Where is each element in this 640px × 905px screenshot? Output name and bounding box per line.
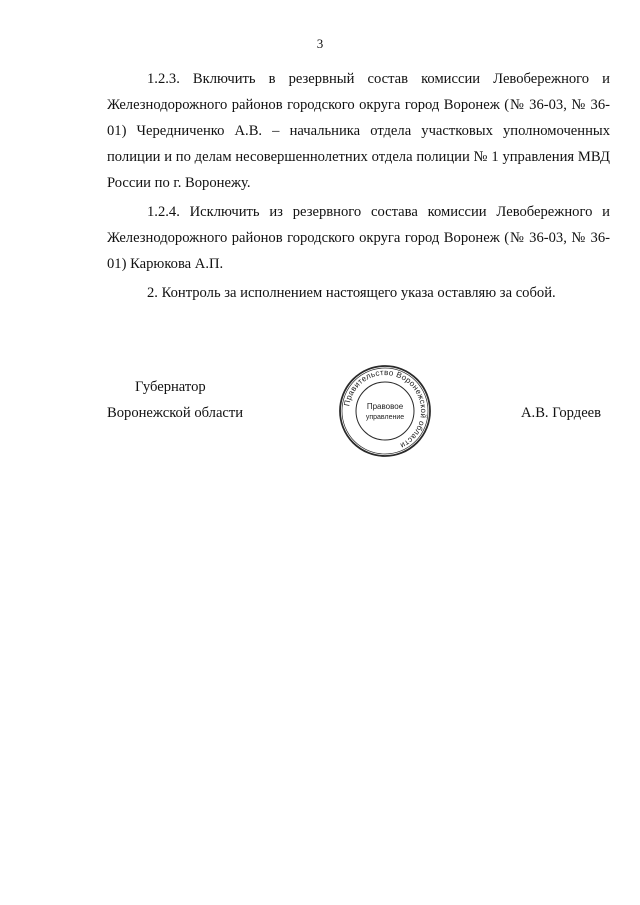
official-seal-stamp	[338, 364, 432, 458]
signatory-name: А.В. Гордеев	[521, 405, 602, 421]
paragraph-2: 2. Контроль за исполнением настоящего указа оставляю за собой.	[147, 285, 556, 301]
seal-inner-line2: управление	[365, 414, 405, 421]
signatory-title-line2: Воронежской области	[107, 405, 244, 421]
paragraph-1-2-4: 1.2.4. Исключить из резервного состава комиссии Левобережного и Железнодорожного районов городского округа город Воронеж (№ 36-03, № 36-01) Карюкова А.П.	[107, 204, 610, 272]
seal-outer-text: Правительство Воронежской области	[342, 367, 429, 451]
paragraph-1-2-3: 1.2.3. Включить в резервный состав комиссии Левобережного и Железнодорожного районов городского округа город Воронеж (№ 36-03, № 36-01) Чередниченко А.В. – начальника отдела участковых уполномоченных полиции и по делам несовершеннолетних отдела полиции № 1 управления МВД России по г. Воронежу.	[107, 71, 610, 191]
signatory-title-line1: Губернатор	[135, 379, 206, 395]
page-number: 3	[316, 36, 324, 51]
signatory-title	[107, 374, 243, 426]
seal-inner-line1: Правовое	[366, 402, 404, 411]
document-body	[107, 66, 610, 309]
